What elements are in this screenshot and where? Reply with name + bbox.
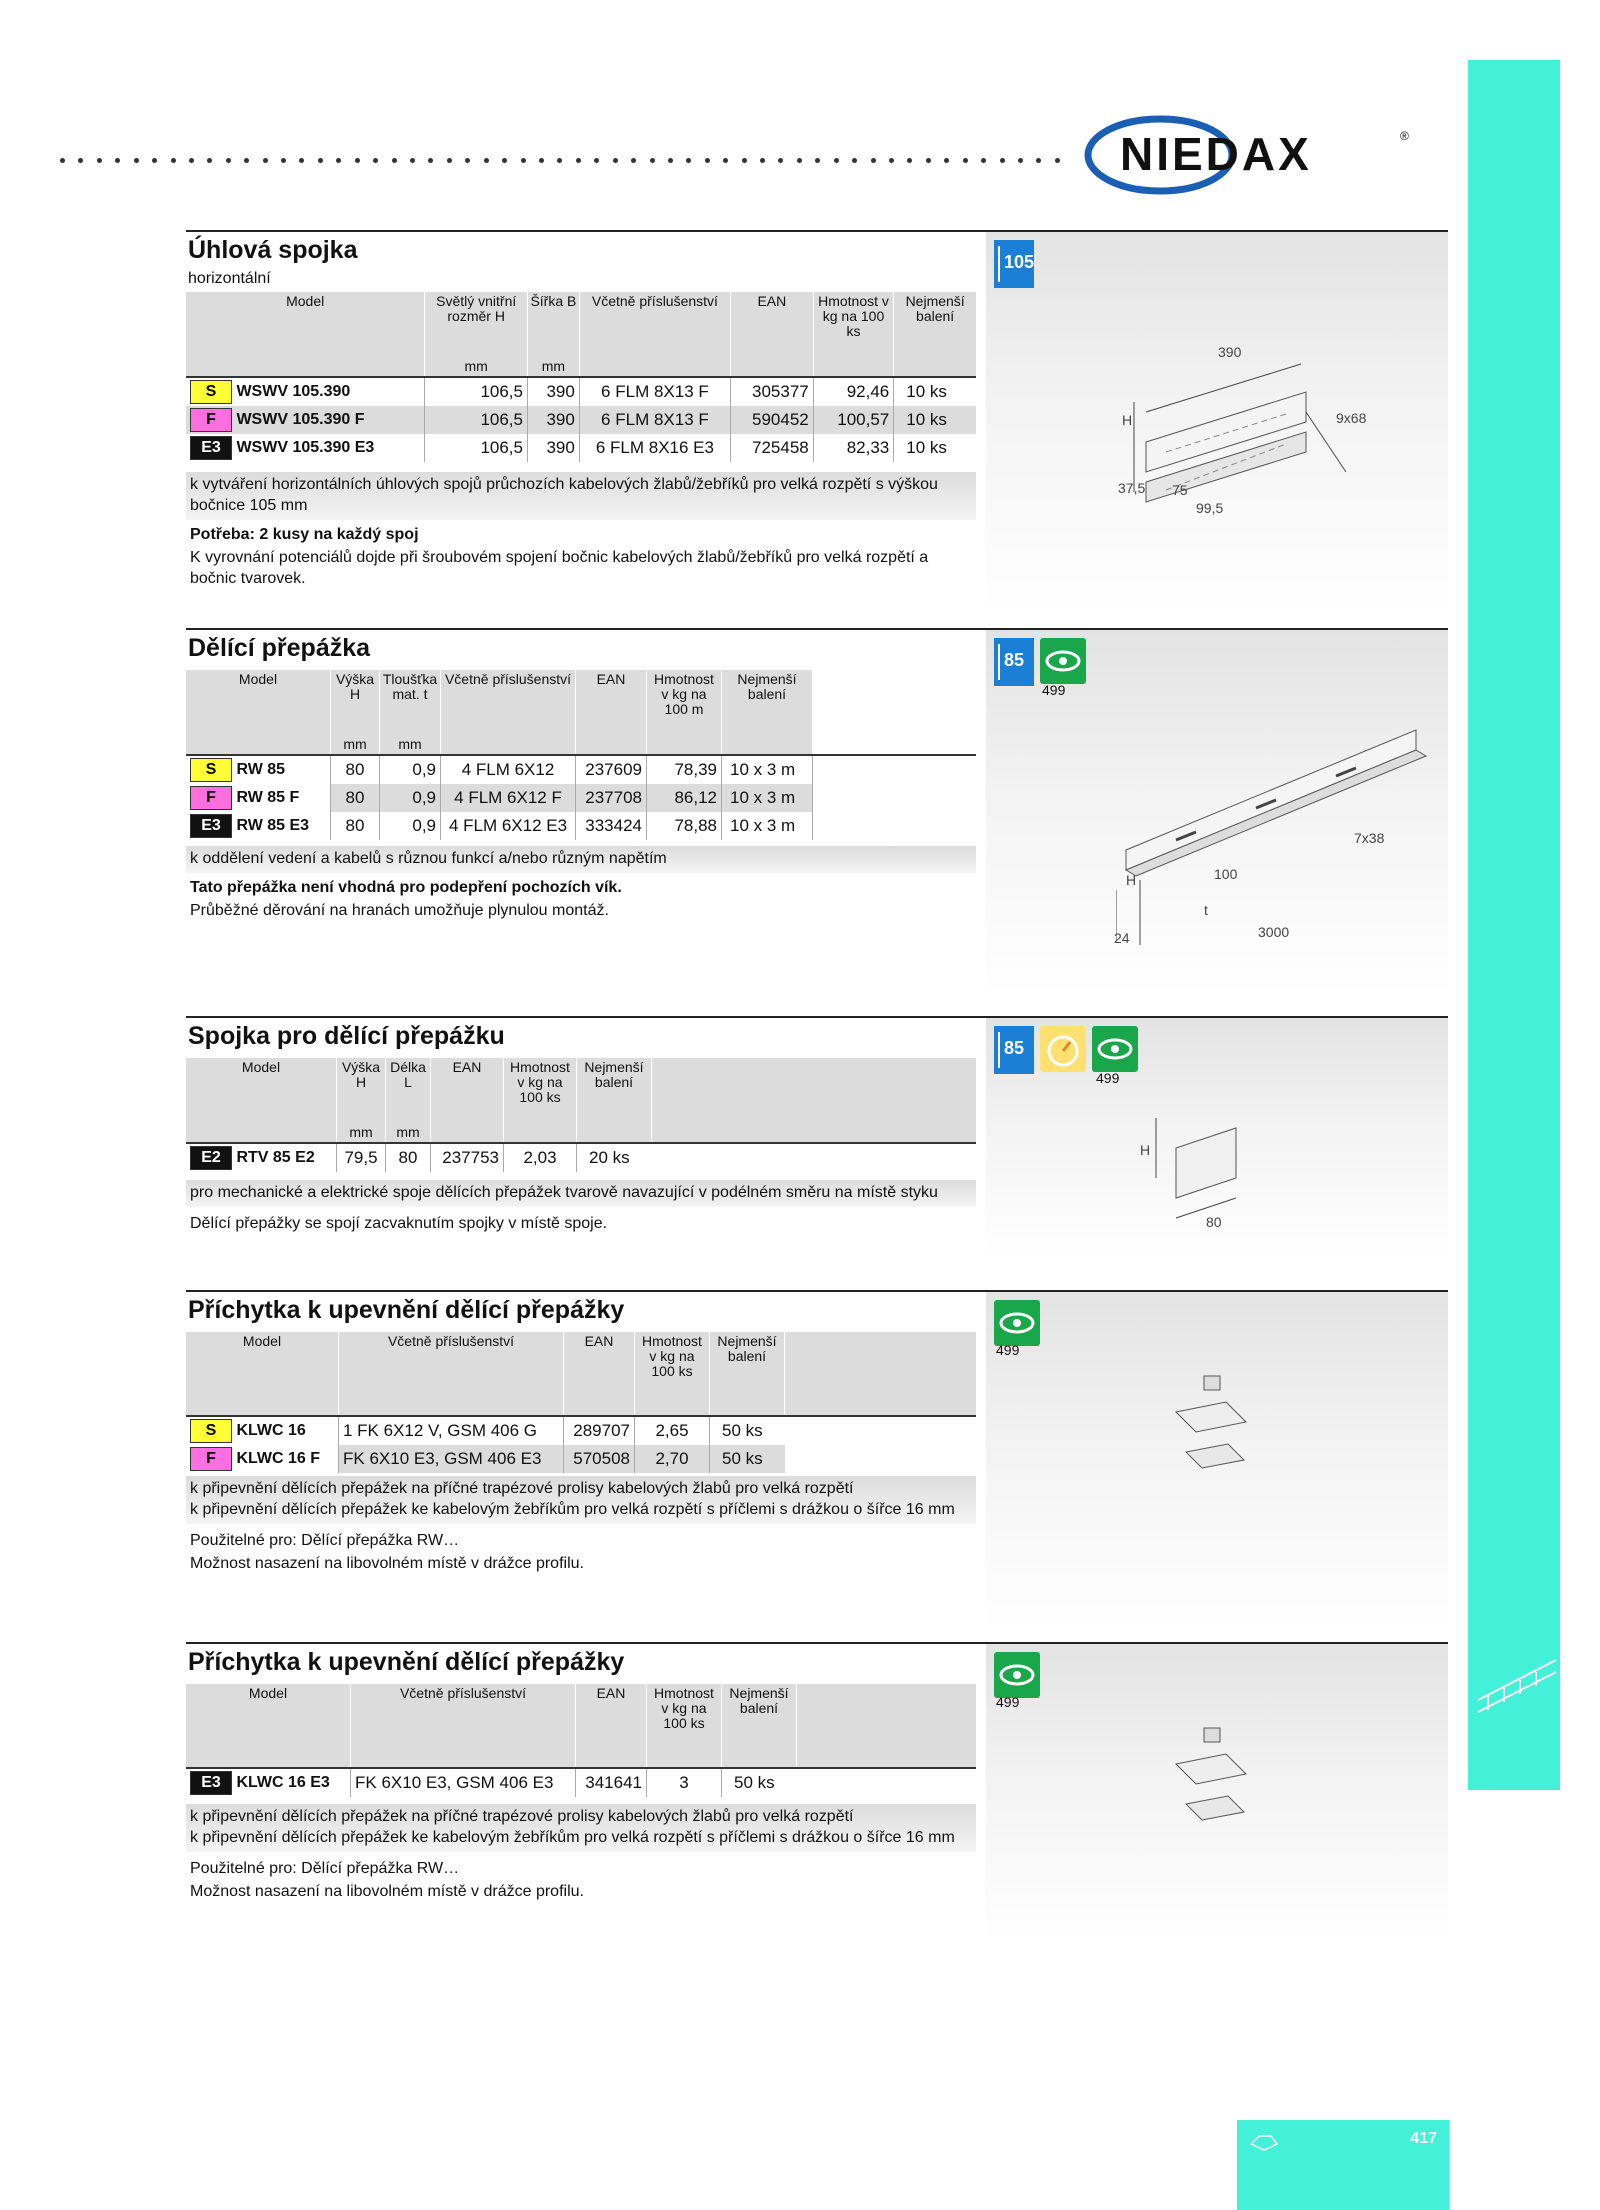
eye-icon bbox=[994, 1300, 1040, 1346]
col-inner-size: Světlý vnitřní rozměr H bbox=[425, 292, 528, 354]
dot bbox=[447, 158, 452, 163]
dot bbox=[299, 158, 304, 163]
eye-icon bbox=[994, 1652, 1040, 1698]
dot bbox=[410, 158, 415, 163]
spec-table: Model Výška H Délka L EAN Hmotnost v kg na 100 ks Nejmenší balení mm mm E2 RTV 85 E2 79,5 80 237753 2,03 20 ks bbox=[186, 1058, 976, 1172]
dot bbox=[171, 158, 176, 163]
registered-mark: ® bbox=[1400, 129, 1409, 143]
dot bbox=[686, 158, 691, 163]
dot bbox=[355, 158, 360, 163]
dot bbox=[557, 158, 562, 163]
clip-drawing bbox=[1166, 1372, 1266, 1482]
finish-badge: F bbox=[190, 408, 232, 432]
table-row: E3 KLWC 16 E3 FK 6X10 E3, GSM 406 E3 341641 3 50 ks bbox=[186, 1769, 976, 1797]
dot bbox=[963, 158, 968, 163]
table-row: S WSWV 105.390 106,5 390 6 FLM 8X13 F 305377 92,46 10 ks bbox=[186, 378, 976, 406]
dot bbox=[852, 158, 857, 163]
col-model: Model bbox=[186, 292, 425, 354]
dot bbox=[484, 158, 489, 163]
side-color-band bbox=[1468, 60, 1560, 1790]
dot bbox=[576, 158, 581, 163]
brand-name: NIEDAX bbox=[1120, 128, 1312, 180]
description: k připevnění dělících přepážek na příčné trapézové prolisy kabelových žlabů pro velká rozpětí k připevnění dělících přepážek ke kabelovým žebříkům pro velká rozpětí s příčlemi s drážkou o šířce 16 mm Použitelné pro: Dělící přepážka RW… Možnost nasazení na libovolném místě v drážce profilu. bbox=[186, 1476, 976, 1574]
col-ean: EAN bbox=[730, 292, 813, 354]
dot bbox=[1018, 158, 1023, 163]
description: k připevnění dělících přepážek na příčné trapézové prolisy kabelových žlabů pro velká rozpětí k připevnění dělících přepážek ke kabelovým žebříkům pro velká rozpětí s příčlemi s drážkou o šířce 16 mm Použitelné pro: Dělící přepážka RW… Možnost nasazení na libovolném místě v drážce profilu. bbox=[186, 1804, 976, 1902]
height-icon: 105 bbox=[994, 240, 1034, 288]
dot bbox=[318, 158, 323, 163]
dot bbox=[760, 158, 765, 163]
spec-table: Model Včetně příslušenství EAN Hmotnost v kg na 100 ks Nejmenší balení E3 KLWC 16 E3 FK 6X10 E3, GSM 406 E3 341641 3 50 ks bbox=[186, 1684, 976, 1797]
dot bbox=[189, 158, 194, 163]
dot bbox=[742, 158, 747, 163]
dot bbox=[244, 158, 249, 163]
table-row: F RW 85 F 80 0,9 4 FLM 6X12 F 237708 86,12 10 x 3 m bbox=[186, 784, 976, 812]
spec-table: Model Světlý vnitřní rozměr H Šířka B Včetně příslušenství EAN Hmotnost v kg na 100 ks Nejmenší balení mm mm S WSWV 105.390 106,5 390 6 FLM 8X13 F 305377 92,46 10 ks F WSWV 105.390 F 106,5 390 6 FLM 8X13 F 590452 100,57 10 ks E3 WSWV 105.390 E3 106,5 390 6 FLM 8X16 E3 725458 82,33 10 ks bbox=[186, 292, 976, 462]
dot bbox=[502, 158, 507, 163]
dot bbox=[115, 158, 120, 163]
niedax-logo bbox=[1082, 112, 1412, 198]
dot bbox=[152, 158, 157, 163]
dot bbox=[207, 158, 212, 163]
dot bbox=[521, 158, 526, 163]
table-row: S RW 85 80 0,9 4 FLM 6X12 237609 78,39 10 x 3 m bbox=[186, 756, 976, 784]
table-row: F KLWC 16 F FK 6X10 E3, GSM 406 E3 570508 2,70 50 ks bbox=[186, 1445, 976, 1473]
dot bbox=[650, 158, 655, 163]
dot bbox=[907, 158, 912, 163]
dot bbox=[797, 158, 802, 163]
dot bbox=[594, 158, 599, 163]
dot bbox=[134, 158, 139, 163]
dot bbox=[723, 158, 728, 163]
dot bbox=[97, 158, 102, 163]
eye-icon bbox=[1092, 1026, 1138, 1072]
dot bbox=[1055, 158, 1060, 163]
note-requirement: Potřeba: 2 kusy na každý spoj bbox=[190, 526, 419, 543]
dot bbox=[428, 158, 433, 163]
section-clip: Příchytka k upevnění dělící přepážky Model Včetně příslušenství EAN Hmotnost v kg na 100 ks Nejmenší balení S KLWC 16 1 FK 6X12 V, GSM 406 G 289707 2,65 50 ks F KLWC 16 F FK 6X10 E3, GSM 406 E3 570508 2,70 50 ks k připevnění dělících přepážek na příčné trapézové prolisy kabelových žlabů pro velká rozpětí k připevnění dělících přepážek ke kabelovým žebříkům pro velká rozpětí s příčlemi s drážkou o šířce 16 mm Použitelné pro: Dělící přepážka RW… Možnost nasazení na libovolném místě v drážce profilu. 499 bbox=[186, 1290, 1448, 1632]
note-text: K vyrovnání potenciálů dojde při šroubovém spojení bočnic kabelových žlabů/žebříků pro velká rozpětí a bočnic tvarovek. bbox=[190, 549, 929, 587]
section-title: Úhlová spojka bbox=[188, 236, 358, 264]
description: pro mechanické a elektrické spoje dělících přepážek tvarově navazující v podélném směru na místě styku Dělící přepážky se spojí zacvaknutím spojky v místě spoje. bbox=[186, 1180, 976, 1234]
stopwatch-icon bbox=[1040, 1026, 1086, 1072]
col-accessories: Včetně příslušenství bbox=[579, 292, 730, 354]
dot bbox=[981, 158, 986, 163]
height-icon: 85 bbox=[994, 638, 1034, 686]
height-icon: 85 bbox=[994, 1026, 1034, 1074]
description: k oddělení vedení a kabelů s různou funkcí a/nebo různým napětím Tato přepážka není vhodná pro podepření pochozích vík. Průběžné děrování na hranách umožňuje plynulou montáž. bbox=[186, 846, 976, 921]
dot bbox=[465, 158, 470, 163]
eye-icon bbox=[1040, 638, 1086, 684]
section-divider bbox=[186, 628, 1448, 1000]
section-clip-e3: Příchytka k upevnění dělící přepážky Model Včetně příslušenství EAN Hmotnost v kg na 100 ks Nejmenší balení E3 KLWC 16 E3 FK 6X10 E3, GSM 406 E3 341641 3 50 ks k připevnění dělících přepážek na příčné trapézové prolisy kabelových žlabů pro velká rozpětí k připevnění dělících přepážek ke kabelovým žebříkům pro velká rozpětí s příčlemi s drážkou o šířce 16 mm Použitelné pro: Dělící přepážka RW… Možnost nasazení na libovolném místě v drážce profilu. 499 bbox=[186, 1642, 1448, 1944]
dot bbox=[944, 158, 949, 163]
product-image-area: 85 499 H 80 bbox=[986, 1018, 1448, 1256]
product-image-area: 499 bbox=[986, 1292, 1448, 1630]
tray-outline-icon bbox=[1249, 2132, 1279, 2152]
section-angle-connector bbox=[186, 230, 1448, 612]
finish-badge: E3 bbox=[190, 436, 232, 460]
table-row: F WSWV 105.390 F 106,5 390 6 FLM 8X13 F 590452 100,57 10 ks bbox=[186, 406, 976, 434]
finish-badge: S bbox=[190, 380, 232, 404]
product-image-area: 499 bbox=[986, 1644, 1448, 1942]
dot bbox=[834, 158, 839, 163]
dot bbox=[1036, 158, 1041, 163]
dot bbox=[871, 158, 876, 163]
product-image-area: 105 390 H 9x68 37,5 75 99,5 bbox=[986, 232, 1448, 610]
dot bbox=[926, 158, 931, 163]
description bbox=[186, 472, 976, 589]
page-number: 417 bbox=[1410, 2130, 1437, 2147]
dot bbox=[631, 158, 636, 163]
dot bbox=[668, 158, 673, 163]
divider-drawing bbox=[1116, 720, 1436, 950]
spec-table: Model Výška H Tloušťka mat. t Včetně příslušenství EAN Hmotnost v kg na 100 m Nejmenší balení mm mm S RW 85 80 0,9 4 FLM 6X12 237609 78,39 10 x 3 m F RW 85 F 80 0,9 4 FLM 6X12 F 237708 86,12 10 x 3 m E3 RW 85 E3 80 0,9 4 FLM 6X12 E3 333424 78,88 10 x 3 m bbox=[186, 670, 976, 840]
dot bbox=[613, 158, 618, 163]
section-title: Dělící přepážka bbox=[188, 634, 371, 662]
section-subtitle: horizontální bbox=[188, 270, 271, 287]
table-row: E3 RW 85 E3 80 0,9 4 FLM 6X12 E3 333424 78,88 10 x 3 m bbox=[186, 812, 976, 840]
dot bbox=[778, 158, 783, 163]
col-pack: Nejmenší balení bbox=[894, 292, 976, 354]
clip-drawing bbox=[1166, 1724, 1266, 1834]
table-row: S KLWC 16 1 FK 6X12 V, GSM 406 G 289707 2,65 50 ks bbox=[186, 1417, 976, 1445]
section-divider-connector: Spojka pro dělící přepážku Model Výška H Délka L EAN Hmotnost v kg na 100 ks Nejmenší balení mm mm E2 RTV 85 E2 79,5 80 237753 2,03 20 ks pro mechanické a elektrické spoje dělících přepážek tvarově navazující v podélném směru na místě styku Dělící přepážky se spojí zacvaknutím spojky v místě spoje. 85 499 H 80 bbox=[186, 1016, 1448, 1288]
angle-connector-drawing bbox=[1106, 332, 1386, 532]
dotted-leader bbox=[60, 158, 1060, 178]
page-tab bbox=[1237, 2120, 1449, 2210]
dot bbox=[263, 158, 268, 163]
cable-tray-icon bbox=[1468, 1600, 1560, 1790]
product-image-area: 85 499 7x38 H 100 t 24 3000 bbox=[986, 630, 1448, 996]
table-row: E2 RTV 85 E2 79,5 80 237753 2,03 20 ks bbox=[186, 1144, 976, 1172]
dot bbox=[336, 158, 341, 163]
table-row: E3 WSWV 105.390 E3 106,5 390 6 FLM 8X16 E3 725458 82,33 10 ks bbox=[186, 434, 976, 462]
dot bbox=[392, 158, 397, 163]
icon-row bbox=[994, 240, 1034, 288]
spec-table: Model Včetně příslušenství EAN Hmotnost v kg na 100 ks Nejmenší balení S KLWC 16 1 FK 6X12 V, GSM 406 G 289707 2,65 50 ks F KLWC 16 F FK 6X10 E3, GSM 406 E3 570508 2,70 50 ks bbox=[186, 1332, 976, 1473]
dot bbox=[889, 158, 894, 163]
dot bbox=[281, 158, 286, 163]
dot bbox=[373, 158, 378, 163]
dot bbox=[539, 158, 544, 163]
dot bbox=[226, 158, 231, 163]
dot bbox=[705, 158, 710, 163]
dot bbox=[1000, 158, 1005, 163]
usage-band: k vytváření horizontálních úhlových spojů průchozích kabelových žlabů/žebříků pro velká rozpětí s výškou bočnice 105 mm bbox=[186, 472, 976, 520]
dot bbox=[60, 158, 65, 163]
dot bbox=[78, 158, 83, 163]
col-width: Šířka B bbox=[527, 292, 579, 354]
catalog-ref: 499 bbox=[1042, 682, 1066, 698]
col-weight: Hmotnost v kg na 100 ks bbox=[813, 292, 894, 354]
dot bbox=[815, 158, 820, 163]
